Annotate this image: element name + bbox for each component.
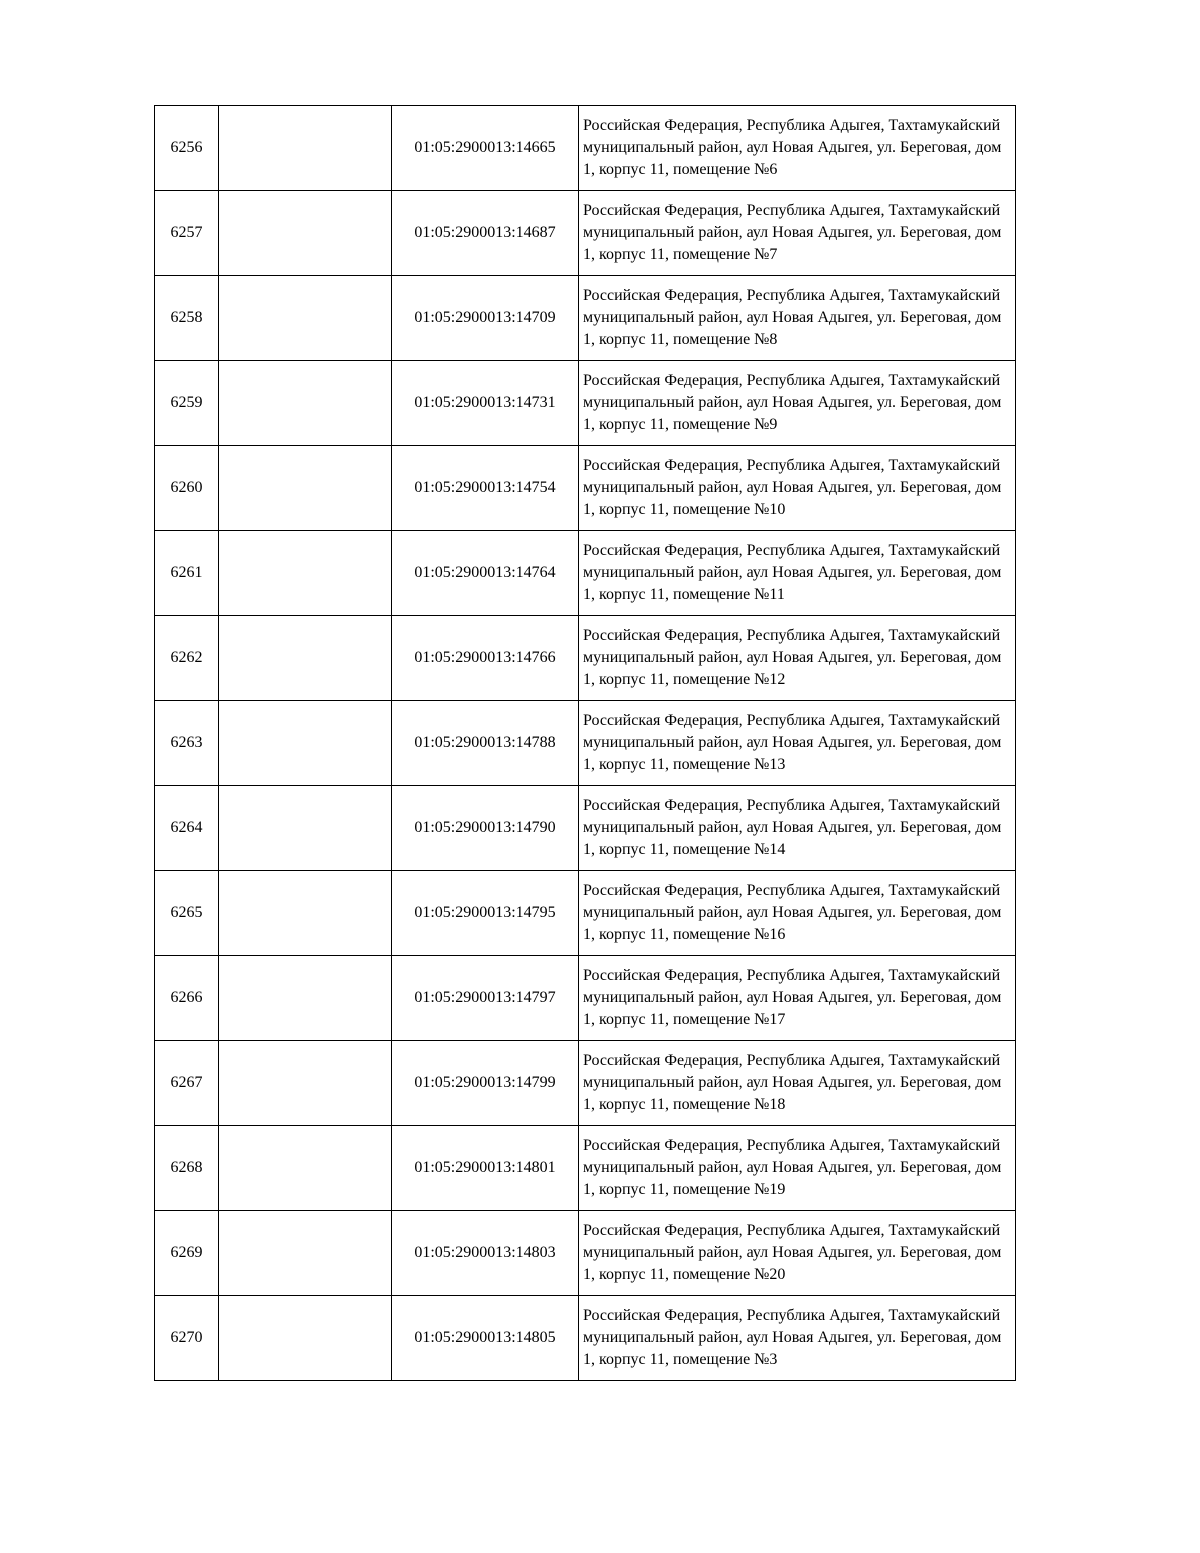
address-text: Российская Федерация, Республика Адыгея, Тахтамукайский муниципальный район, аул Новая Адыгея, ул. Береговая, дом 1, корпус 11, помещение №7	[583, 202, 1002, 263]
record-number-cell: 6259	[155, 361, 219, 446]
name-cell	[219, 1296, 392, 1381]
address-cell	[579, 446, 1016, 531]
cadastral-number-cell: 01:05:2900013:14803	[392, 1211, 579, 1296]
record-number-cell: 6261	[155, 531, 219, 616]
table-row	[155, 786, 1016, 871]
record-number-cell: 6256	[155, 106, 219, 191]
address-cell	[579, 106, 1016, 191]
cadastral-number-cell: 01:05:2900013:14790	[392, 786, 579, 871]
table-row	[155, 701, 1016, 786]
address-text: Российская Федерация, Республика Адыгея, Тахтамукайский муниципальный район, аул Новая Адыгея, ул. Береговая, дом 1, корпус 11, помещение №6	[583, 117, 1002, 178]
address-cell	[579, 191, 1016, 276]
cadastral-number-cell: 01:05:2900013:14795	[392, 871, 579, 956]
address-text: Российская Федерация, Республика Адыгея, Тахтамукайский муниципальный район, аул Новая Адыгея, ул. Береговая, дом 1, корпус 11, помещение №3	[583, 1307, 1002, 1368]
name-cell	[219, 871, 392, 956]
cadastral-number-cell: 01:05:2900013:14799	[392, 1041, 579, 1126]
property-registry-table	[154, 105, 1016, 1381]
name-cell	[219, 1126, 392, 1211]
table-row	[155, 361, 1016, 446]
cadastral-number-cell: 01:05:2900013:14766	[392, 616, 579, 701]
cadastral-number-cell: 01:05:2900013:14788	[392, 701, 579, 786]
address-cell	[579, 1296, 1016, 1381]
record-number-cell: 6263	[155, 701, 219, 786]
record-number-cell: 6266	[155, 956, 219, 1041]
table-row	[155, 276, 1016, 361]
address-cell	[579, 276, 1016, 361]
record-number-cell: 6270	[155, 1296, 219, 1381]
name-cell	[219, 531, 392, 616]
cadastral-number-cell: 01:05:2900013:14754	[392, 446, 579, 531]
address-text: Российская Федерация, Республика Адыгея, Тахтамукайский муниципальный район, аул Новая Адыгея, ул. Береговая, дом 1, корпус 11, помещение №10	[583, 457, 1002, 518]
address-cell	[579, 1041, 1016, 1126]
table-row	[155, 1296, 1016, 1381]
cadastral-number-cell: 01:05:2900013:14665	[392, 106, 579, 191]
record-number-cell: 6268	[155, 1126, 219, 1211]
table-row	[155, 1126, 1016, 1211]
record-number-cell: 6260	[155, 446, 219, 531]
name-cell	[219, 106, 392, 191]
table-row	[155, 106, 1016, 191]
name-cell	[219, 1211, 392, 1296]
address-text: Российская Федерация, Республика Адыгея, Тахтамукайский муниципальный район, аул Новая Адыгея, ул. Береговая, дом 1, корпус 11, помещение №9	[583, 372, 1002, 433]
record-number-cell: 6265	[155, 871, 219, 956]
address-cell	[579, 616, 1016, 701]
address-cell	[579, 786, 1016, 871]
cadastral-number-cell: 01:05:2900013:14801	[392, 1126, 579, 1211]
address-text: Российская Федерация, Республика Адыгея, Тахтамукайский муниципальный район, аул Новая Адыгея, ул. Береговая, дом 1, корпус 11, помещение №18	[583, 1052, 1002, 1113]
table-row	[155, 956, 1016, 1041]
record-number-cell: 6262	[155, 616, 219, 701]
address-cell	[579, 531, 1016, 616]
address-text: Российская Федерация, Республика Адыгея, Тахтамукайский муниципальный район, аул Новая Адыгея, ул. Береговая, дом 1, корпус 11, помещение №20	[583, 1222, 1002, 1283]
name-cell	[219, 701, 392, 786]
name-cell	[219, 191, 392, 276]
record-number-cell: 6258	[155, 276, 219, 361]
address-text: Российская Федерация, Республика Адыгея, Тахтамукайский муниципальный район, аул Новая Адыгея, ул. Береговая, дом 1, корпус 11, помещение №8	[583, 287, 1002, 348]
name-cell	[219, 276, 392, 361]
address-text: Российская Федерация, Республика Адыгея, Тахтамукайский муниципальный район, аул Новая Адыгея, ул. Береговая, дом 1, корпус 11, помещение №17	[583, 967, 1002, 1028]
table-row	[155, 1211, 1016, 1296]
table-row	[155, 871, 1016, 956]
table-row	[155, 616, 1016, 701]
cadastral-number-cell: 01:05:2900013:14797	[392, 956, 579, 1041]
table-row	[155, 446, 1016, 531]
address-text: Российская Федерация, Республика Адыгея, Тахтамукайский муниципальный район, аул Новая Адыгея, ул. Береговая, дом 1, корпус 11, помещение №19	[583, 1137, 1002, 1198]
record-number-cell: 6267	[155, 1041, 219, 1126]
address-text: Российская Федерация, Республика Адыгея, Тахтамукайский муниципальный район, аул Новая Адыгея, ул. Береговая, дом 1, корпус 11, помещение №11	[583, 542, 1002, 603]
cadastral-number-cell: 01:05:2900013:14731	[392, 361, 579, 446]
name-cell	[219, 361, 392, 446]
table-row	[155, 191, 1016, 276]
cadastral-number-cell: 01:05:2900013:14805	[392, 1296, 579, 1381]
address-text: Российская Федерация, Республика Адыгея, Тахтамукайский муниципальный район, аул Новая Адыгея, ул. Береговая, дом 1, корпус 11, помещение №14	[583, 797, 1002, 858]
address-cell	[579, 1211, 1016, 1296]
address-cell	[579, 956, 1016, 1041]
address-text: Российская Федерация, Республика Адыгея, Тахтамукайский муниципальный район, аул Новая Адыгея, ул. Береговая, дом 1, корпус 11, помещение №12	[583, 627, 1002, 688]
record-number-cell: 6264	[155, 786, 219, 871]
address-cell	[579, 1126, 1016, 1211]
address-text: Российская Федерация, Республика Адыгея, Тахтамукайский муниципальный район, аул Новая Адыгея, ул. Береговая, дом 1, корпус 11, помещение №13	[583, 712, 1002, 773]
record-number-cell: 6257	[155, 191, 219, 276]
address-text: Российская Федерация, Республика Адыгея, Тахтамукайский муниципальный район, аул Новая Адыгея, ул. Береговая, дом 1, корпус 11, помещение №16	[583, 882, 1002, 943]
registry-table-body	[155, 106, 1016, 1381]
name-cell	[219, 1041, 392, 1126]
table-row	[155, 531, 1016, 616]
cadastral-number-cell: 01:05:2900013:14709	[392, 276, 579, 361]
cadastral-number-cell: 01:05:2900013:14764	[392, 531, 579, 616]
name-cell	[219, 616, 392, 701]
address-cell	[579, 361, 1016, 446]
cadastral-number-cell: 01:05:2900013:14687	[392, 191, 579, 276]
address-cell	[579, 701, 1016, 786]
address-cell	[579, 871, 1016, 956]
table-row	[155, 1041, 1016, 1126]
name-cell	[219, 786, 392, 871]
name-cell	[219, 446, 392, 531]
record-number-cell: 6269	[155, 1211, 219, 1296]
name-cell	[219, 956, 392, 1041]
